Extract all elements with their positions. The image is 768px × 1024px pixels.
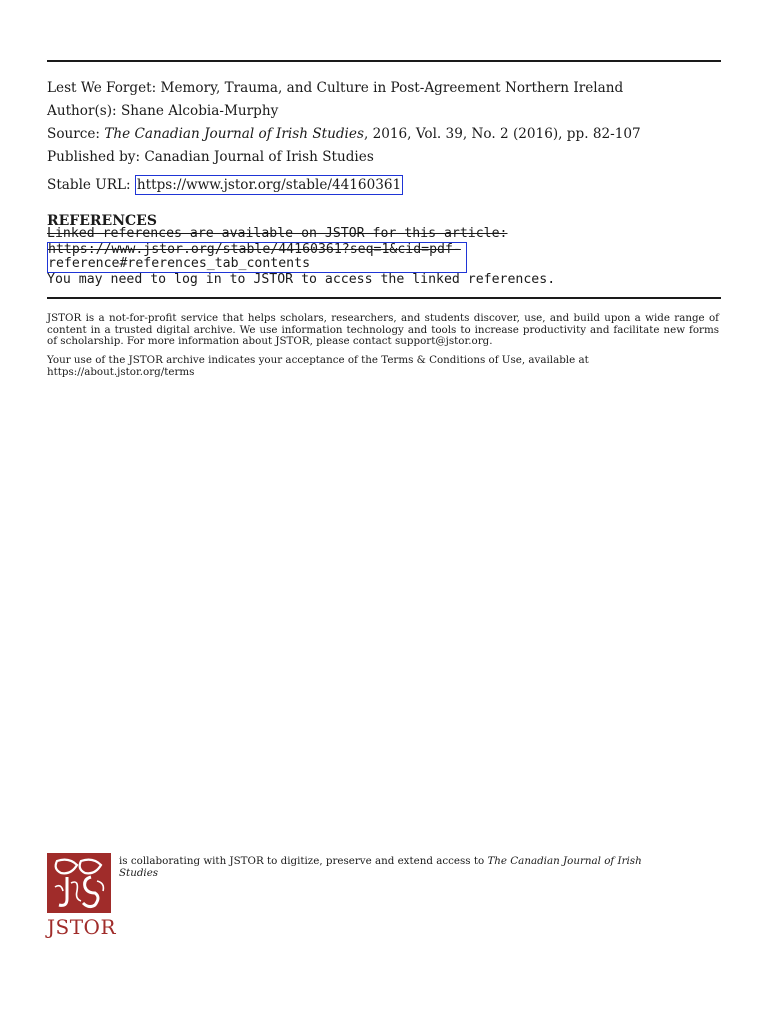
terms-text: Your use of the JSTOR archive indicates your acceptance of the Terms & Conditions of Use, available at <box>47 354 589 366</box>
journal-name: The Canadian Journal of Irish Studies <box>104 126 364 142</box>
article-title: Lest We Forget: Memory, Trauma, and Culture in Post-Agreement Northern Ireland <box>47 80 624 96</box>
jstor-wordmark: JSTOR <box>47 915 117 939</box>
jstor-emblem-icon <box>47 853 111 913</box>
publisher-line <box>47 147 727 167</box>
stable-url-line <box>47 175 727 195</box>
references-link-line1: https://www.jstor.org/stable/44160361?seq=1&cid=pdf- <box>48 241 461 257</box>
references-link-line2: reference#references_tab_contents <box>48 256 311 271</box>
publisher-name: Canadian Journal of Irish Studies <box>144 149 374 165</box>
terms-notice <box>47 355 719 378</box>
source-line <box>47 124 727 144</box>
collab-text: is collaborating with JSTOR to digitize, preserve and extend access to <box>119 855 488 867</box>
stable-url-link[interactable]: https://www.jstor.org/stable/44160361 <box>136 177 402 193</box>
references-heading: REFERENCES <box>47 213 157 229</box>
terms-url[interactable]: https://about.jstor.org/terms <box>47 365 195 378</box>
collaboration-statement <box>119 856 679 879</box>
collab-journal: The Canadian Journal of Irish Studies <box>119 855 642 879</box>
publisher-label: Published by: <box>47 149 141 165</box>
source-label: Source: <box>47 126 100 142</box>
jstor-logo <box>47 853 115 939</box>
middle-divider <box>47 297 721 299</box>
jstor-notice: JSTOR is a not-for-profit service that helps scholars, researchers, and students discover, use, and build upon a wide range of content in a trusted digital archive. We use information technology and tools to increase productivity and facilitate new forms of scholarship. For more information about JSTOR, please contact support@jstor.org. <box>47 312 719 347</box>
source-details: , 2016, Vol. 39, No. 2 (2016), pp. 82-107 <box>363 126 641 142</box>
author-label: Author(s): <box>47 103 117 119</box>
stable-url-label: Stable URL: <box>47 177 131 193</box>
author-name: Shane Alcobia-Murphy <box>120 103 279 119</box>
top-divider <box>47 60 721 62</box>
references-note: You may need to log in to JSTOR to access the linked references. <box>47 271 556 287</box>
author-line <box>47 101 727 121</box>
references-intro: Linked references are available on JSTOR for this article: <box>47 226 508 241</box>
references-section <box>47 227 555 287</box>
references-link[interactable] <box>47 242 467 273</box>
